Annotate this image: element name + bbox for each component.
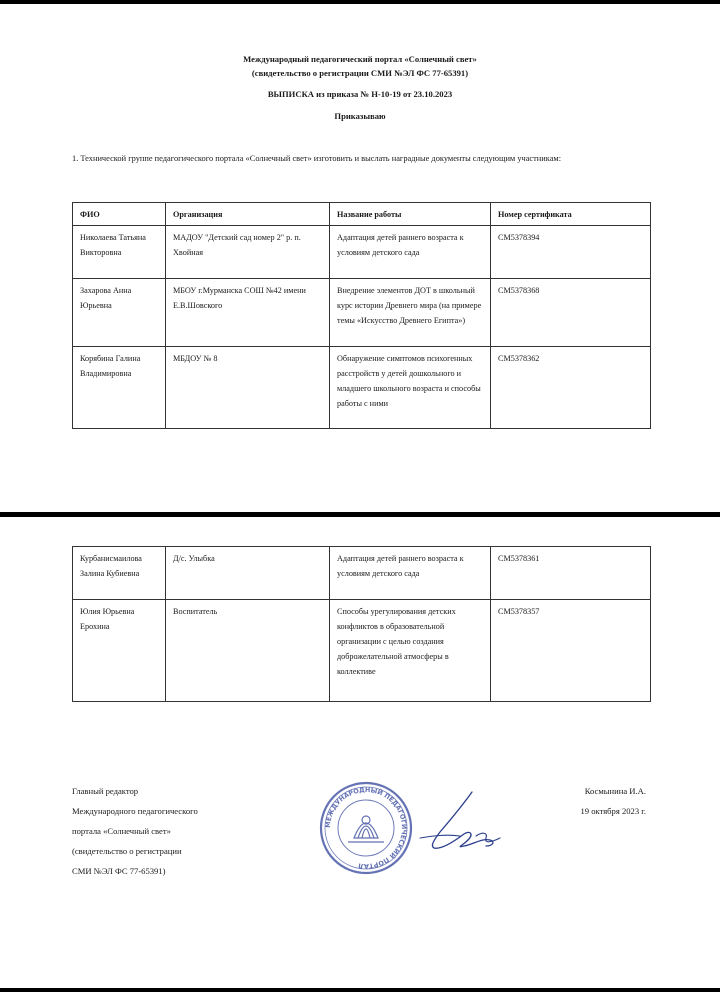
cell-work-title: Внедрение элементов ДОТ в школьный курс истории Древнего мира (на примере темы «Искусство Древнего Египта») bbox=[330, 279, 491, 347]
cell-fio: Курбанисмаилова Залина Кубиевна bbox=[73, 547, 166, 600]
table-row bbox=[73, 279, 651, 347]
svg-text:МЕЖДУНАРОДНЫЙ ПЕДАГОГИЧЕСКИЙ П bbox=[324, 786, 408, 870]
cell-fio: Николаева Татьяна Викторовна bbox=[73, 226, 166, 279]
editor-line: Главный редактор bbox=[72, 786, 139, 796]
table-row bbox=[73, 226, 651, 279]
cell-fio: Юлия Юрьевна Ерохина bbox=[73, 600, 166, 702]
cell-organization: Воспитатель bbox=[166, 600, 330, 702]
editor-line: (свидетельство о регистрации bbox=[72, 846, 182, 856]
portal-title: Международный педагогический портал «Солнечный свет» bbox=[243, 54, 477, 64]
editor-name-date bbox=[580, 781, 646, 821]
order-verb: Приказываю bbox=[334, 111, 386, 121]
cell-fio: Корябина Галина Владимировна bbox=[73, 347, 166, 429]
header-organization: Организация bbox=[166, 203, 330, 226]
registration-note: (свидетельство о регистрации СМИ №ЭЛ ФС 77-65391) bbox=[251, 68, 469, 78]
bottom-black-bar bbox=[0, 988, 720, 992]
intro-paragraph: 1. Технической группе педагогического портала «Солнечный свет» изготовить и выслать наградные документы следующим участникам: bbox=[72, 154, 562, 163]
editor-name: Космынина И.А. bbox=[584, 786, 646, 796]
cell-organization: МАДОУ "Детский сад номер 2" р. п. Хвойная bbox=[166, 226, 330, 279]
editor-line: портала «Солнечный свет» bbox=[72, 826, 171, 836]
cell-fio: Захарова Анна Юрьевна bbox=[73, 279, 166, 347]
top-black-bar bbox=[0, 0, 720, 4]
cell-certificate: CM5378357 bbox=[491, 600, 651, 702]
cell-work-title: Адаптация детей раннего возраста к условиям детского сада bbox=[330, 226, 491, 279]
cell-certificate: CM5378362 bbox=[491, 347, 651, 429]
table-row bbox=[73, 547, 651, 600]
editor-line: СМИ №ЭЛ ФС 77-65391) bbox=[72, 866, 166, 876]
page-break-bar bbox=[0, 512, 720, 517]
table-row bbox=[73, 347, 651, 429]
seal-ring-text: МЕЖДУНАРОДНЫЙ ПЕДАГОГИЧЕСКИЙ ПОРТАЛ bbox=[323, 785, 409, 871]
header-certificate: Номер сертификата bbox=[491, 203, 651, 226]
signing-date: 19 октября 2023 г. bbox=[580, 806, 646, 816]
editor-signature-block bbox=[72, 781, 198, 881]
cell-organization: МБДОУ № 8 bbox=[166, 347, 330, 429]
cell-work-title: Способы урегулирования детских конфликтов в образовательной организации с целью создания доброжелательной атмосферы в коллективе bbox=[330, 600, 491, 702]
cell-certificate: CM5378361 bbox=[491, 547, 651, 600]
official-seal-icon bbox=[318, 780, 414, 876]
header-work-title: Название работы bbox=[330, 203, 491, 226]
cell-organization: МБОУ г.Мурманска СОШ №42 имени Е.В.Шовского bbox=[166, 279, 330, 347]
awards-table-continued bbox=[72, 546, 651, 702]
cell-work-title: Адаптация детей раннего возраста к условиям детского сада bbox=[330, 547, 491, 600]
table-row bbox=[73, 600, 651, 702]
cell-organization: Д/с. Улыбка bbox=[166, 547, 330, 600]
editor-line: Международного педагогического bbox=[72, 806, 198, 816]
cell-work-title: Обнаружение симптомов психогенных расстройств у детей дошкольного и младшего школьного возраста и способы работы с ними bbox=[330, 347, 491, 429]
order-title: ВЫПИСКА из приказа № Н-10-19 от 23.10.2023 bbox=[267, 89, 453, 99]
awards-table bbox=[72, 202, 651, 429]
header-fio: ФИО bbox=[73, 203, 166, 226]
table-header-row bbox=[73, 203, 651, 226]
handwritten-signature-icon bbox=[412, 788, 512, 856]
cell-certificate: CM5378394 bbox=[491, 226, 651, 279]
cell-certificate: CM5378368 bbox=[491, 279, 651, 347]
